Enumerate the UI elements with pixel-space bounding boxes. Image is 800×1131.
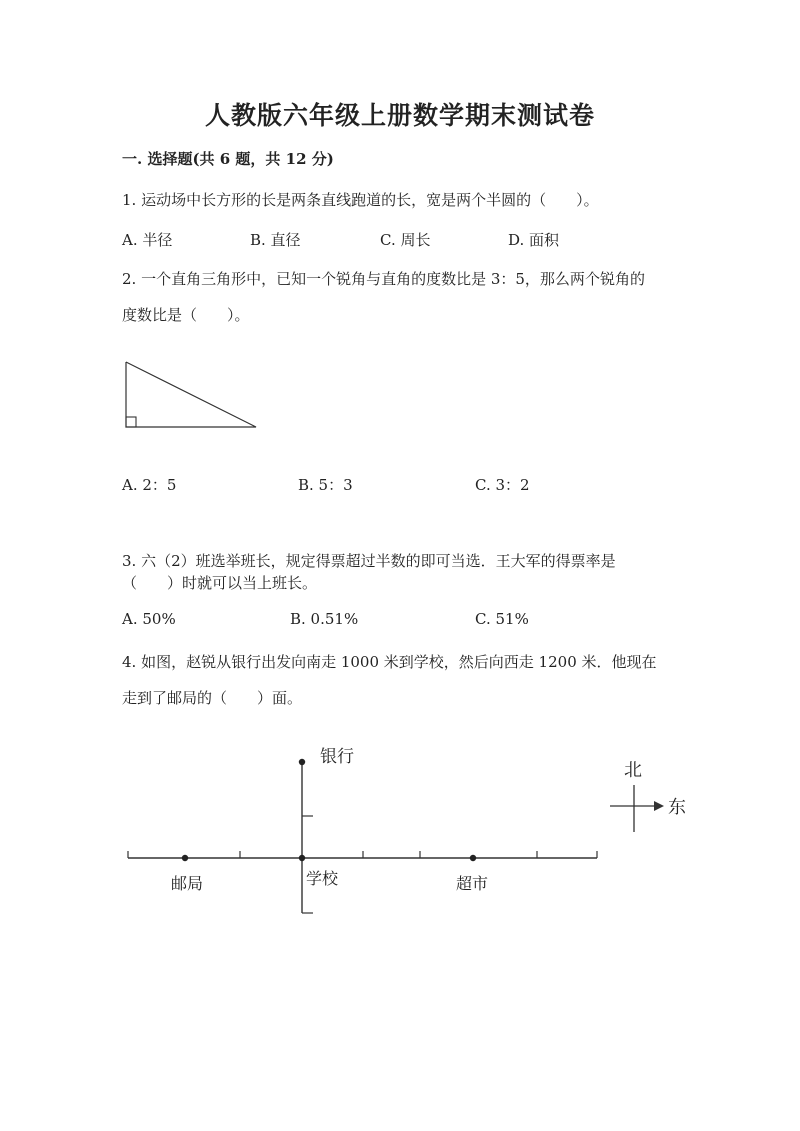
question-2-option-b: B. 5：3 — [298, 476, 353, 494]
section-heading: 一. 选择题(共 6 题，共 12 分) — [122, 150, 334, 168]
question-1-option-b: B. 直径 — [250, 231, 301, 249]
question-1-option-a: A. 半径 — [122, 231, 173, 249]
question-3-option-c: C. 51% — [475, 610, 529, 628]
question-4-line-2: 走到了邮局的（ ）面。 — [122, 689, 303, 707]
bank-label: 银行 — [320, 747, 354, 767]
question-3-option-a: A. 50% — [122, 610, 176, 628]
question-3-line-1: 3. 六（2）班选举班长，规定得票超过半数的即可当选．王大军的得票率是 — [122, 552, 616, 570]
school-point — [299, 855, 305, 861]
supermarket-label: 超市 — [456, 874, 489, 893]
question-1-option-d: D. 面积 — [508, 231, 560, 249]
question-1-option-c: C. 周长 — [380, 231, 431, 249]
bank-point — [299, 759, 305, 765]
question-2-option-c: C. 3：2 — [475, 476, 530, 494]
question-3-line-2: （ ）时就可以当上班长。 — [122, 574, 318, 592]
page-title: 人教版六年级上册数学期末测试卷 — [204, 101, 595, 130]
compass-east-label: 东 — [668, 797, 686, 818]
question-2-line-2: 度数比是（ ）。 — [122, 306, 250, 324]
compass-arrow-icon — [654, 801, 664, 811]
question-1-text: 1. 运动场中长方形的长是两条直线跑道的长，宽是两个半圆的（ ）。 — [122, 191, 599, 209]
question-2-option-a: A. 2：5 — [122, 476, 177, 494]
supermarket-point — [470, 855, 476, 861]
question-4-line-1: 4. 如图，赵锐从银行出发向南走 1000 米到学校，然后向西走 1200 米．他现在 — [122, 653, 657, 671]
school-label: 学校 — [306, 869, 339, 888]
post-office-label: 邮局 — [171, 874, 204, 893]
compass-north-label: 北 — [624, 760, 642, 781]
question-3-option-b: B. 0.51% — [290, 610, 359, 628]
question-2-line-1: 2. 一个直角三角形中，已知一个锐角与直角的度数比是 3：5，那么两个锐角的 — [122, 270, 645, 288]
post-office-point — [182, 855, 188, 861]
